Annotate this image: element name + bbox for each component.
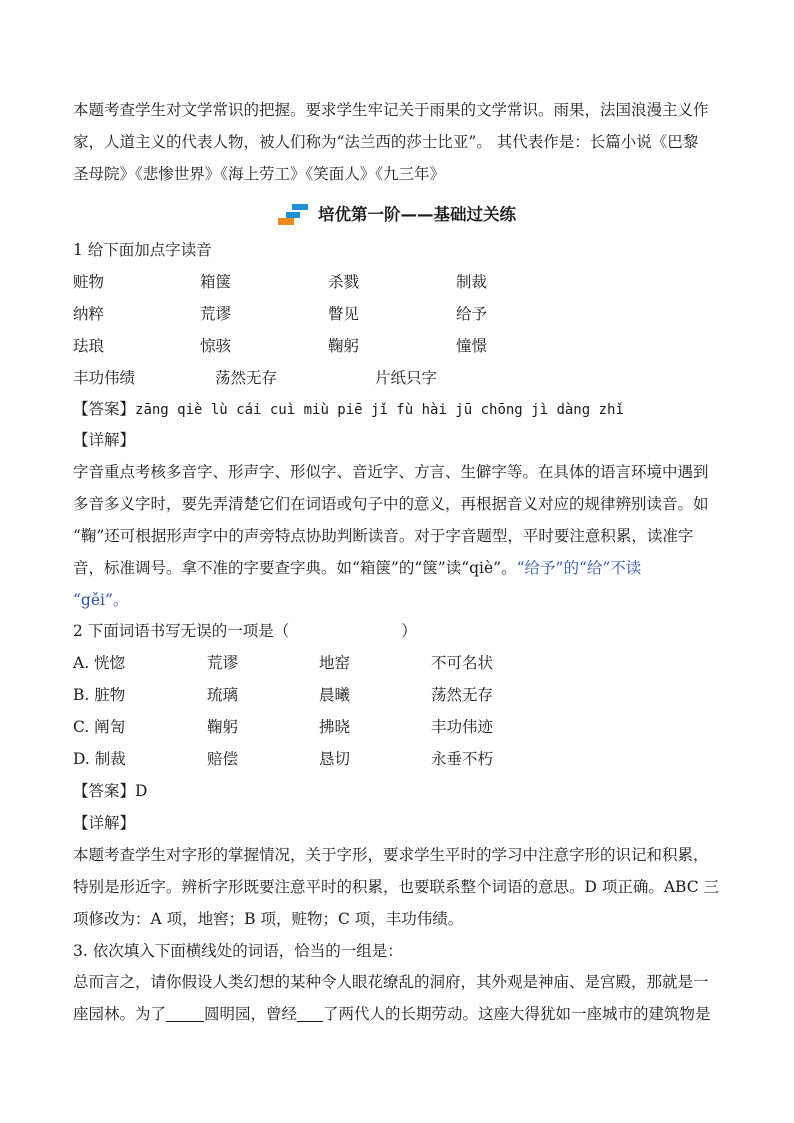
q2-detail-line-2: 特别是形近字。辨析字形既要注意平时的积累，也要联系整个词语的意思。D 项正确。ABC 三 (73, 878, 720, 896)
q1-word: 杀戮 (328, 273, 360, 291)
q1-word: 制裁 (456, 273, 488, 291)
q2-detail-line-3: 项修改为：A 项，地窖；B 项，赃物；C 项，丰功伟绩。 (73, 910, 464, 928)
q2-option-word: 赔偿 (207, 750, 239, 768)
section-heading (0, 204, 794, 232)
q2-option-word: A. 恍惚 (73, 654, 126, 672)
q2-option-word: 晨曦 (319, 686, 351, 704)
q1-word: 箱箧 (200, 273, 232, 291)
q1-word: 荒谬 (200, 305, 232, 323)
q3-blank-2 (297, 1005, 323, 1022)
q2-detail-line-1: 本题考查学生对字形的掌握情况，关于字形，要求学生平时的学习中注意字形的识记和积累， (73, 846, 709, 864)
q3-prompt: 3. 依次填入下面横线处的词语，恰当的一组是： (73, 942, 403, 960)
q1-word: 丰功伟绩 (73, 369, 136, 387)
q2-detail-label: 【详解】 (73, 814, 136, 832)
intro-line-1: 本题考查学生对文学常识的把握。要求学生牢记关于雨果的文学常识。雨果，法国浪漫主义作 (73, 101, 709, 119)
q1-word: 憧憬 (456, 337, 488, 355)
q2-option-word: 琉璃 (207, 686, 239, 704)
q2-prompt-text: 2 下面词语书写无误的一项是（ (73, 622, 290, 640)
q1-detail-line-1: 字音重点考核多音字、形声字、形似字、音近字、方言、生僻字等。在具体的语言环境中遇到 (73, 463, 709, 481)
q3-line-1: 总而言之，请你假设人类幻想的某种令人眼花缭乱的洞府，其外观是神庙、是宫殿，那就是一 (73, 973, 709, 991)
q2-option-word: 丰功伟迹 (431, 718, 494, 736)
q2-prompt (73, 621, 417, 641)
q3-blank-1 (166, 1005, 204, 1022)
q3-text: 座园林。为了 (73, 1005, 167, 1023)
q1-word: 纳粹 (73, 305, 105, 323)
answer-label: 【答案】 (73, 782, 136, 800)
q1-answer-text: zāng qiè lù cái cuì miù piē jǐ fù hài jū chōng jì dàng zhǐ (135, 402, 624, 418)
q1-detail-line-3: “鞠”还可根据形声字中的声旁特点协助判断读音。对于字音题型，平时要注意积累，读准字 (73, 527, 694, 545)
q1-detail-text-blue: “给予”的“给”不读 (516, 559, 642, 577)
q1-word: 鞠躬 (328, 337, 360, 355)
intro-line-2: 家，人道主义的代表人物，被人们称为“法兰西的莎士比亚”。 其代表作是：长篇小说《巴黎 (73, 133, 699, 151)
q2-option-word: 荡然无存 (431, 686, 494, 704)
stairs-icon (278, 204, 312, 226)
q2-option-word: 不可名状 (431, 654, 494, 672)
q1-detail-label: 【详解】 (73, 431, 136, 449)
q1-answer (73, 399, 624, 420)
q2-option-word: 鞠躬 (207, 718, 239, 736)
q1-detail-line-4 (73, 558, 641, 578)
q1-detail-line-2: 多音多义字时，要先弄清楚它们在词语或句子中的意义，再根据音义对应的规律辨别读音。如 (73, 495, 709, 513)
q1-word: 瞥见 (328, 305, 360, 323)
q2-answer-text: D (135, 782, 148, 800)
section-heading-text: 培优第一阶——基础过关练 (318, 205, 516, 224)
q2-option-word: 拂晓 (319, 718, 351, 736)
q2-option-word: 永垂不朽 (431, 750, 494, 768)
intro-line-3: 圣母院》《悲惨世界》《海上劳工》《笑面人》《九三年》 (73, 165, 446, 183)
q2-answer (73, 781, 147, 801)
q1-word: 珐琅 (73, 337, 105, 355)
q2-option-word: C. 阐訇 (73, 718, 126, 736)
q2-option-word: B. 脏物 (73, 686, 126, 704)
q2-option-word: 恳切 (319, 750, 351, 768)
q1-detail-text: 音，标准调号。拿不准的字要查字典。如“箱箧”的“箧”读“qiè”。 (73, 559, 517, 577)
q1-detail-line-5: “gěi”。 (73, 591, 129, 609)
q2-option-word: 荒谬 (207, 654, 239, 672)
q2-prompt-end: ） (401, 622, 417, 640)
answer-label: 【答案】 (73, 400, 136, 418)
q2-option-word: D. 制裁 (73, 750, 126, 768)
q1-prompt: 1 给下面加点字读音 (73, 241, 212, 259)
q2-option-word: 地窑 (319, 654, 351, 672)
q1-word: 荡然无存 (215, 369, 278, 387)
q3-line-2 (73, 1004, 711, 1024)
q1-word: 给予 (456, 305, 488, 323)
q1-word: 惊骇 (200, 337, 232, 355)
q3-text: 圆明园，曾经 (204, 1005, 298, 1023)
q1-word: 片纸只字 (375, 369, 438, 387)
q3-text: 了两代人的长期劳动。这座大得犹如一座城市的建筑物是 (323, 1005, 711, 1023)
q1-word: 赃物 (73, 273, 105, 291)
